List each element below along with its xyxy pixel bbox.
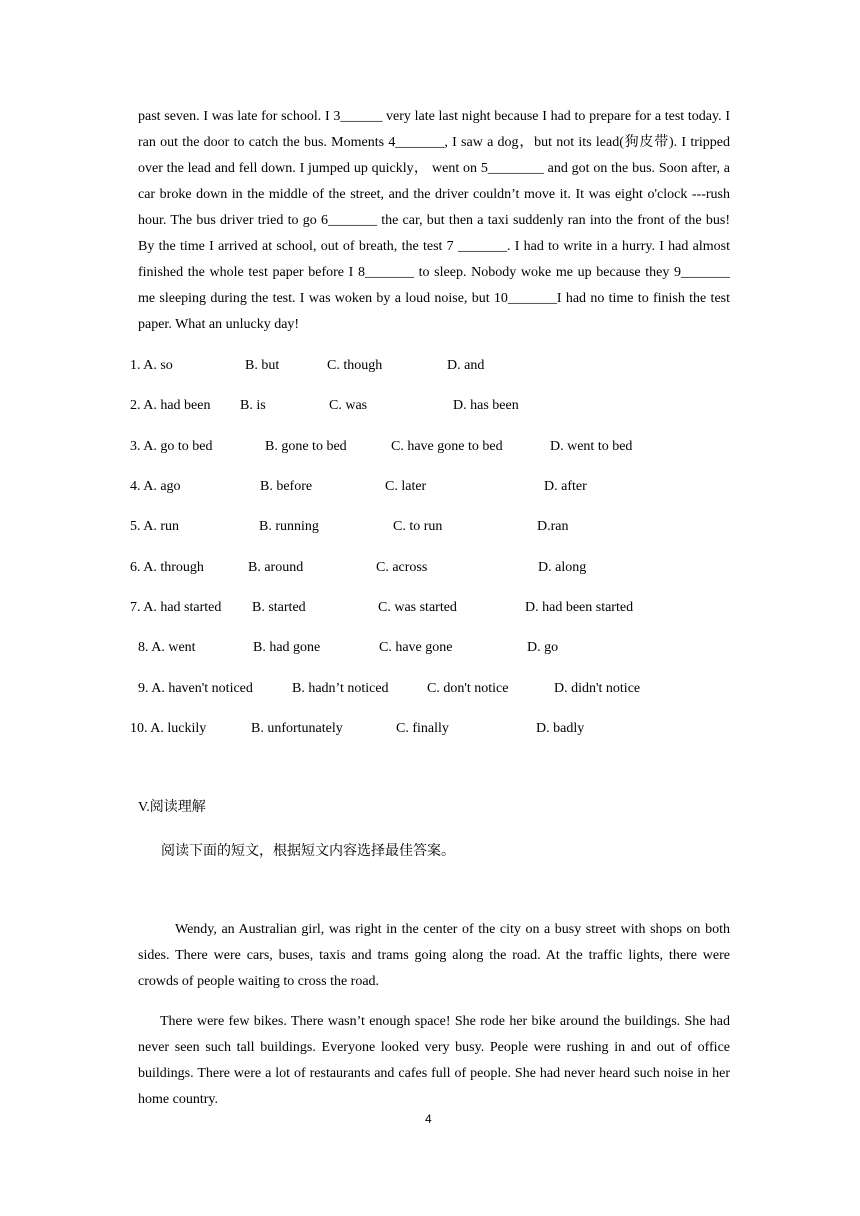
option-d: D. after <box>544 479 587 494</box>
page-number: 4 <box>425 1112 432 1126</box>
option-b: B. running <box>259 519 319 534</box>
option-d: D. badly <box>536 721 585 736</box>
option-c: C. have gone <box>379 640 453 655</box>
option-b: B. started <box>252 600 306 615</box>
section-heading: V.阅读理解 <box>138 800 206 815</box>
reading-paragraph-1: Wendy, an Australian girl, was right in the center of the city on a busy street with shops on both sides. There were cars, buses, taxis and trams going along the road. At the traffic lights, there were crowds of people waiting to cross the road. <box>138 922 730 989</box>
option-d: D. has been <box>453 398 519 413</box>
cloze-passage: past seven. I was late for school. I 3______ very late last night because I had to prepare for a test today. I ran out the door to catch the bus. Moments 4_______, I saw a dog，but not its lead(狗皮带). I tripped over the lead and fell down. I jumped up quickly， went on 5________ and got on the bus. Soon after, a car broke down in the middle of the street, and the driver couldn’t move it. It was eight o'clock ---rush hour. The bus driver tried to go 6_______ the car, but then a taxi suddenly ran into the front of the bus! By the time I arrived at school, out of breath, the test 7 _______. I had to write in a hurry. I had almost finished the whole test paper before I 8_______ to sleep. Nobody woke me up because they 9_______ me sleeping during the test. I was woken by a loud noise, but 10_______I had no time to finish the test paper. What an unlucky day! <box>138 109 730 332</box>
option-b: B. hadn’t noticed <box>292 681 389 696</box>
option-a: 1. A. so <box>130 358 173 373</box>
option-b: B. unfortunately <box>251 721 343 736</box>
option-c: C. though <box>327 358 383 373</box>
option-a: 3. A. go to bed <box>130 439 213 454</box>
option-c: C. have gone to bed <box>391 439 503 454</box>
reading-paragraph-2: There were few bikes. There wasn’t enough space! She rode her bike around the buildings. She had never seen such tall buildings. Everyone looked very busy. People were rushing in and out of office buildings. There were a lot of restaurants and cafes full of people. She had never heard such noise in her home country. <box>138 1014 730 1107</box>
option-b: B. is <box>240 398 266 413</box>
option-c: C. later <box>385 479 427 494</box>
option-a: 6. A. through <box>130 560 204 575</box>
option-d: D. had been started <box>525 600 634 615</box>
option-a: 2. A. had been <box>130 398 211 413</box>
option-c: C. across <box>376 560 428 575</box>
option-d: D. went to bed <box>550 439 633 454</box>
option-a: 5. A. run <box>130 519 179 534</box>
option-a: 9. A. haven't noticed <box>138 681 253 696</box>
option-a: 8. A. went <box>138 640 196 655</box>
option-a: 7. A. had started <box>130 600 222 615</box>
option-d: D. and <box>447 358 485 373</box>
option-d: D. along <box>538 560 587 575</box>
option-b: B. gone to bed <box>265 439 347 454</box>
option-c: C. was <box>329 398 368 413</box>
option-a: 4. A. ago <box>130 479 181 494</box>
option-d: D. didn't notice <box>554 681 641 696</box>
option-c: C. don't notice <box>427 681 509 696</box>
option-c: C. finally <box>396 721 449 736</box>
option-b: B. had gone <box>253 640 321 655</box>
option-b: B. but <box>245 358 280 373</box>
option-c: C. to run <box>393 519 443 534</box>
option-c: C. was started <box>378 600 457 615</box>
option-b: B. before <box>260 479 313 494</box>
option-d: D.ran <box>537 519 569 534</box>
option-d: D. go <box>527 640 559 655</box>
option-b: B. around <box>248 560 304 575</box>
option-a: 10. A. luckily <box>130 721 207 736</box>
section-instruction: 阅读下面的短文，根据短文内容选择最佳答案。 <box>161 844 455 859</box>
